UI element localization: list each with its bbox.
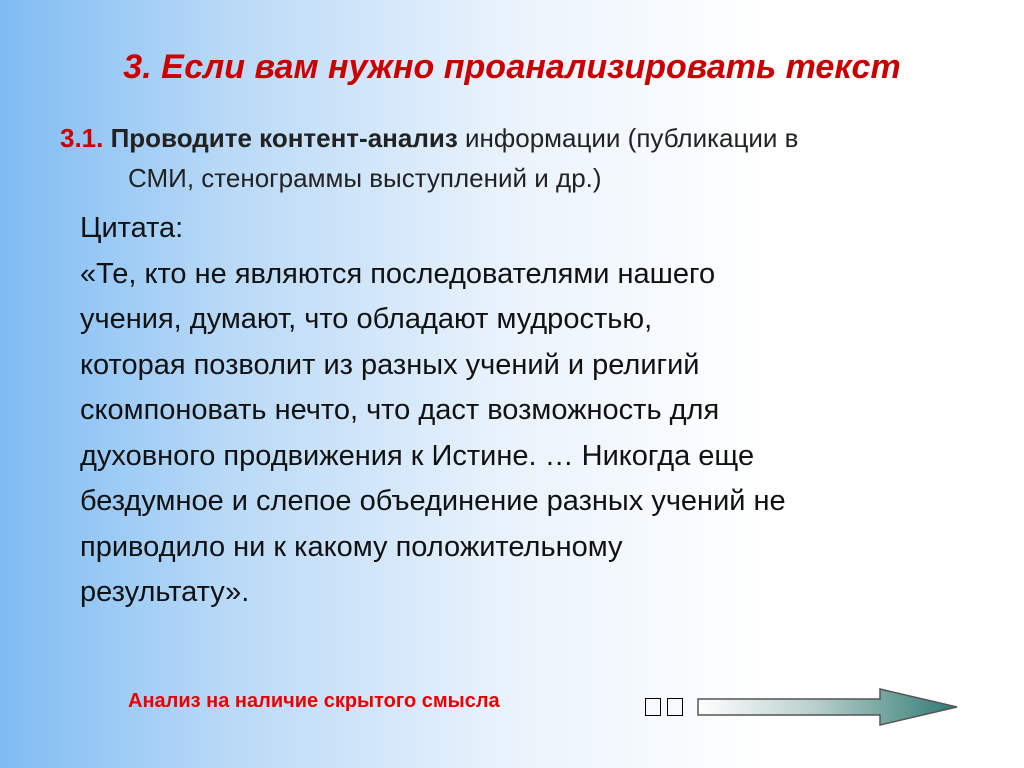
- quote-block: [80, 206, 960, 616]
- quote-line: духовного продвижения к Истине. … Никогда еще: [80, 439, 755, 472]
- quote-line: которая позволит из разных учений и религий: [80, 348, 700, 381]
- quote-line: «Те, кто не являются последователями нашего: [80, 257, 716, 290]
- arrow-right-icon[interactable]: [695, 686, 960, 728]
- box-icon[interactable]: [645, 698, 661, 716]
- box-icon[interactable]: [667, 698, 683, 716]
- slide-title: 3. Если вам нужно проанализировать текст: [123, 48, 901, 86]
- point-3-1: [60, 118, 960, 198]
- quote-line: скомпоновать нечто, что даст возможность для: [80, 394, 720, 426]
- point-text-line2: СМИ, стенограммы выступлений и др.): [128, 163, 602, 193]
- point-text-line1: информации (публикации в: [457, 123, 799, 153]
- nav-boxes: [645, 698, 689, 716]
- quote-line: бездумное и слепое объединение разных учений не: [80, 485, 786, 517]
- quote-label: Цитата:: [80, 212, 184, 244]
- point-number: 3.1.: [60, 123, 104, 153]
- quote-line: результату».: [80, 576, 250, 608]
- quote-line: приводило ни к какому положительному: [80, 530, 623, 563]
- hidden-meaning-link[interactable]: Анализ на наличие скрытого смысла: [128, 690, 500, 712]
- quote-line: учения, думают, что обладают мудростью,: [80, 303, 653, 335]
- point-bold-text: Проводите контент-анализ: [110, 123, 458, 153]
